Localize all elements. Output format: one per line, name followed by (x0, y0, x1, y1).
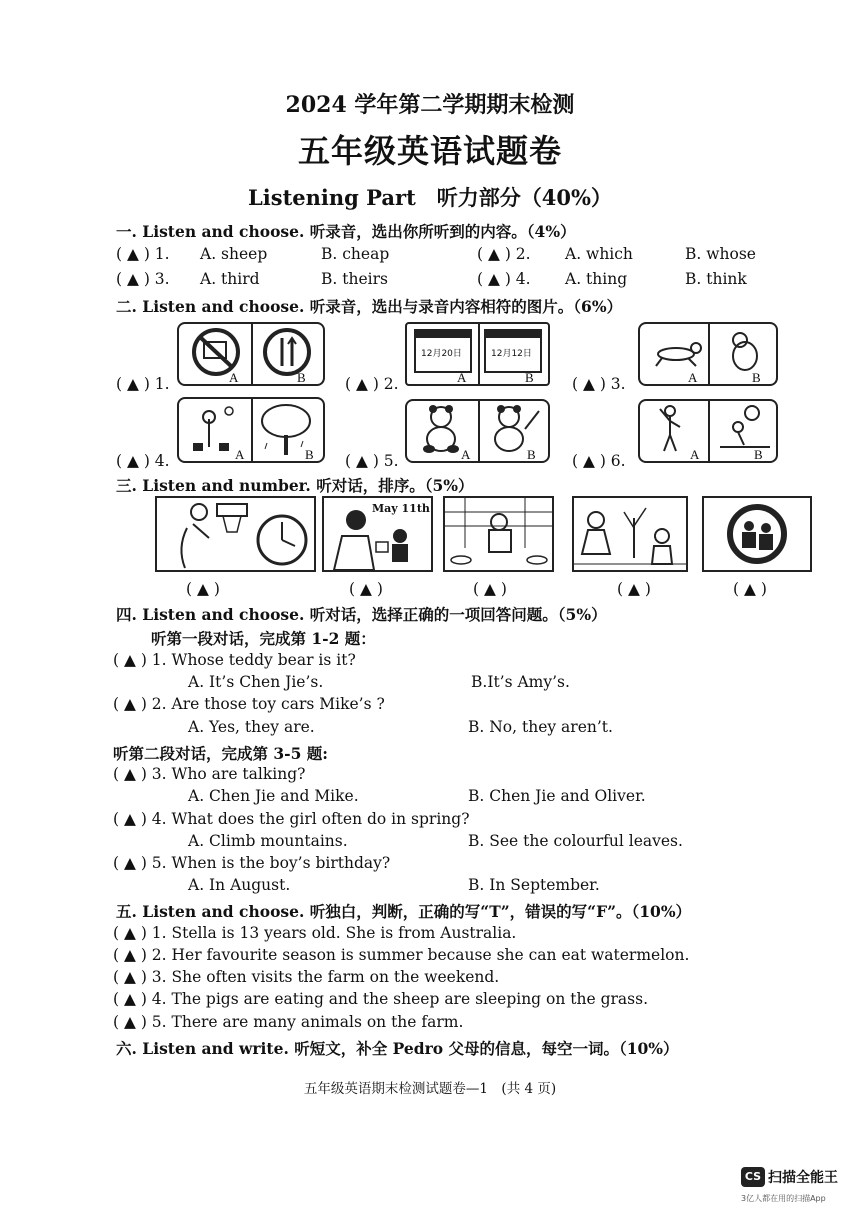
no-talking-sign-icon (704, 498, 810, 570)
s1-q2-option-a: A. which (565, 245, 633, 263)
s5-statement-1: ( ▲ ) 1. Stella is 13 years old. She is from Australia. (113, 924, 517, 942)
exam-title: 2024 学年第二学期期末检测 (285, 92, 575, 118)
page-footer: 五年级英语期末检测试题卷—1 (共 4 页) (303, 1081, 557, 1097)
s4-q3-option-a: A. Chen Jie and Mike. (188, 787, 359, 805)
s1-q4-option-b: B. think (685, 270, 747, 288)
s1-q1-option-b: B. cheap (321, 245, 390, 263)
s4-dialogue-1-instruction: 听第一段对话，完成第 1-2 题： (151, 629, 376, 648)
calendar-a-date: 12月20日 (421, 349, 462, 359)
calendar-b-date: 12月12日 (491, 349, 532, 359)
plant-tree-icons (179, 399, 323, 461)
s5-statement-2: ( ▲ ) 2. Her favourite season is summer because she can eat watermelon. (113, 946, 690, 964)
label-b: B (527, 447, 536, 462)
s4-q5-option-a: A. In August. (188, 876, 291, 894)
s2-q6-picture-pair (638, 399, 778, 463)
label-b: B (754, 447, 763, 462)
s1-q4-option-a: A. thing (565, 270, 628, 288)
s4-q5-option-b: B. In September. (468, 876, 600, 894)
label-a: A (688, 370, 698, 385)
label-a: A (229, 370, 239, 385)
s1-q2-option-b: B. whose (685, 245, 756, 263)
s2-q3-picture-pair (638, 322, 778, 386)
s3-picture-basketball-clock (155, 496, 316, 572)
s1-q4-number: ( ▲ ) 4. (477, 270, 531, 288)
s3-blank-4: ( ▲ ) (617, 580, 651, 598)
section-3-heading: 三. Listen and number. 听对话，排序。（5%） (116, 476, 474, 495)
s4-dialogue-2-instruction: 听第二段对话，完成第 3-5 题: (113, 744, 329, 763)
label-a: A (457, 370, 467, 385)
s4-q2: ( ▲ ) 2. Are those toy cars Mike’s ? (113, 695, 385, 713)
label-b: B (297, 370, 306, 385)
s3-picture-kitchen (443, 496, 554, 572)
s3-blank-5: ( ▲ ) (733, 580, 767, 598)
tree-planting-icon (574, 498, 686, 570)
label-b: B (525, 370, 534, 385)
s3-picture-mothers-day (322, 496, 433, 572)
s2-q2-picture-pair (405, 322, 550, 386)
s3-picture-sign (702, 496, 812, 572)
kitchen-icon (445, 498, 552, 570)
s1-q3-number: ( ▲ ) 3. (116, 270, 170, 288)
s4-q4-option-a: A. Climb mountains. (188, 832, 348, 850)
s2-q1-number: ( ▲ ) 1. (116, 375, 170, 393)
s4-q4-option-b: B. See the colourful leaves. (468, 832, 683, 850)
label-a: A (235, 447, 245, 462)
camscanner-logo-icon: CS (741, 1167, 765, 1187)
s4-q1-option-a: A. It’s Chen Jie’s. (188, 673, 324, 691)
label-b: B (305, 447, 314, 462)
s4-q1-option-b: B.It’s Amy’s. (471, 673, 570, 691)
s2-q1-picture-pair (177, 322, 325, 386)
s5-statement-4: ( ▲ ) 4. The pigs are eating and the sheep are sleeping on the grass. (113, 990, 648, 1008)
section-6-heading: 六. Listen and write. 听短文，补全 Pedro 父母的信息，每空一词。（10%） (116, 1039, 679, 1058)
paper-title: 五年级英语试题卷 (297, 132, 562, 170)
s4-q3-option-b: B. Chen Jie and Oliver. (468, 787, 646, 805)
section-5-heading: 五. Listen and choose. 听独白，判断，正确的写“T”，错误的写“F”。（10%） (116, 902, 692, 921)
s4-q4: ( ▲ ) 4. What does the girl often do in spring? (113, 810, 470, 828)
s1-q1-number: ( ▲ ) 1. (116, 245, 170, 263)
s3-blank-1: ( ▲ ) (186, 580, 220, 598)
s3-blank-2: ( ▲ ) (349, 580, 383, 598)
section-4-heading: 四. Listen and choose. 听对话，选择正确的一项回答问题。（5%） (116, 605, 607, 624)
s4-q3: ( ▲ ) 3. Who are talking? (113, 765, 306, 783)
section-1-heading: 一. Listen and choose. 听录音，选出你所听到的内容。（4%） (116, 222, 576, 241)
s1-q3-option-b: B. theirs (321, 270, 388, 288)
s4-q2-option-a: A. Yes, they are. (188, 718, 315, 736)
s2-q2-number: ( ▲ ) 2. (345, 375, 399, 393)
s1-q1-option-a: A. sheep (200, 245, 268, 263)
listening-part-heading: Listening Part 听力部分（40%） (248, 185, 612, 210)
label-b: B (752, 370, 761, 385)
s3-picture-plant-trees (572, 496, 688, 572)
s1-q3-option-a: A. third (200, 270, 260, 288)
s4-q5: ( ▲ ) 5. When is the boy’s birthday? (113, 854, 391, 872)
label-a: A (690, 447, 700, 462)
s5-statement-3: ( ▲ ) 3. She often visits the farm on the weekend. (113, 968, 500, 986)
s5-statement-5: ( ▲ ) 5. There are many animals on the farm. (113, 1013, 464, 1031)
s2-q3-number: ( ▲ ) 3. (572, 375, 626, 393)
s2-q4-picture-pair (177, 397, 325, 463)
s2-q5-picture-pair (405, 399, 550, 463)
section-2-heading: 二. Listen and choose. 听录音，选出与录音内容相符的图片。（6%） (116, 297, 623, 316)
s4-q2-option-b: B. No, they aren’t. (468, 718, 613, 736)
s4-q1: ( ▲ ) 1. Whose teddy bear is it? (113, 651, 356, 669)
watermark-app-name: 扫描全能王 (768, 1170, 838, 1186)
s2-q4-number: ( ▲ ) 4. (116, 452, 170, 470)
s2-q5-number: ( ▲ ) 5. (345, 452, 399, 470)
s3-blank-3: ( ▲ ) (473, 580, 507, 598)
label-a: A (461, 447, 471, 462)
s3-picture-caption: May 11th (372, 502, 430, 515)
s2-q6-number: ( ▲ ) 6. (572, 452, 626, 470)
basketball-clock-icon (157, 498, 314, 570)
watermark-tagline: 3亿人都在用的扫描App (741, 1194, 826, 1203)
s1-q2-number: ( ▲ ) 2. (477, 245, 531, 263)
